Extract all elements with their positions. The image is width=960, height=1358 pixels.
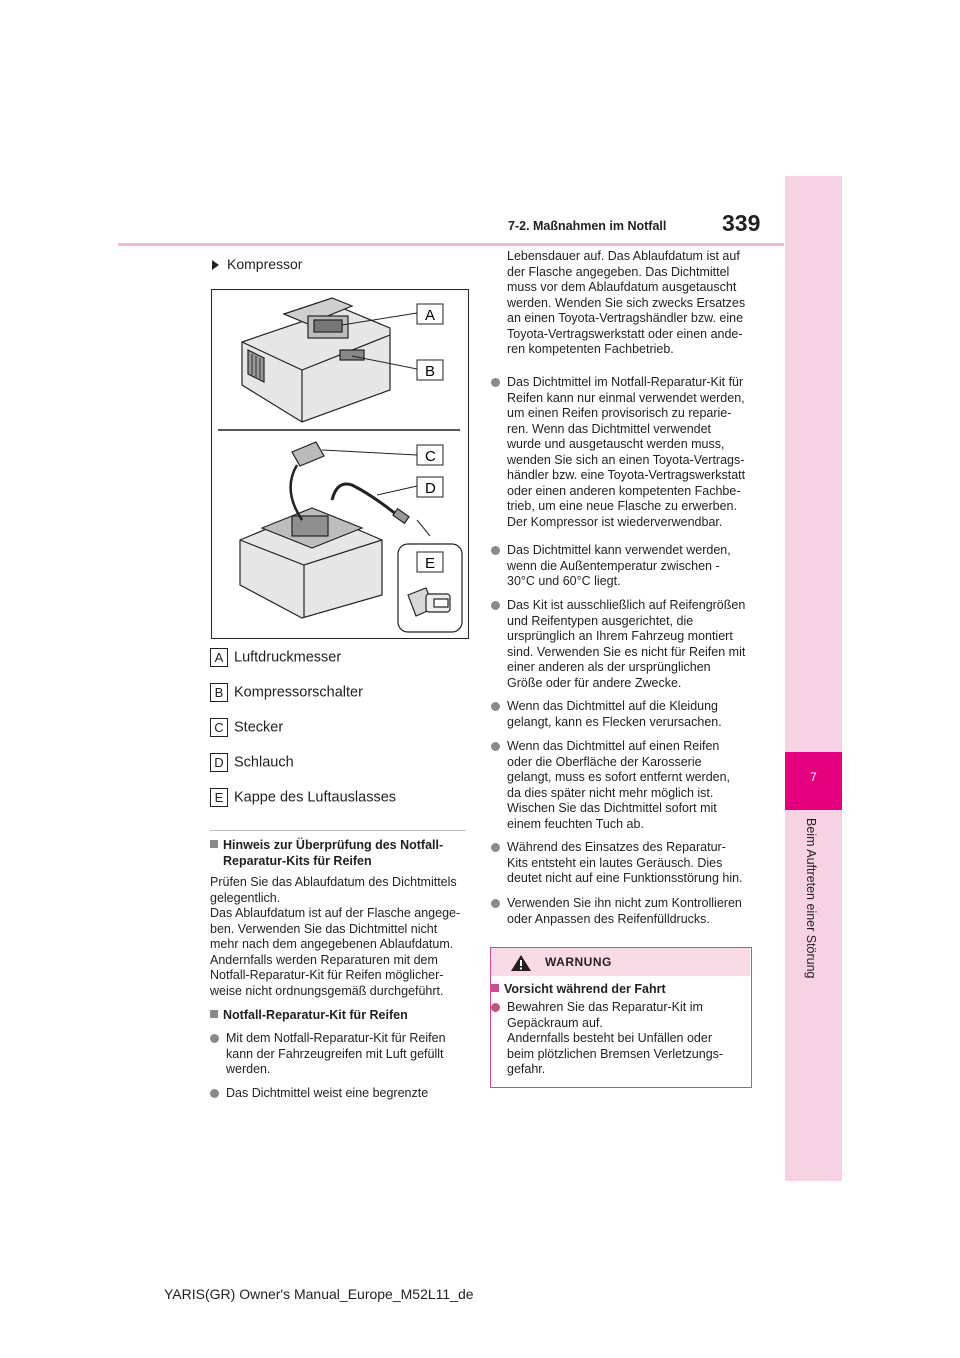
continuation-text	[507, 249, 757, 358]
kit-section-heading	[210, 1008, 408, 1024]
body-line: Verwenden Sie ihn nicht zum Kontrollieren	[507, 896, 742, 910]
body-line: Größe oder für andere Zwecke.	[507, 675, 682, 690]
body-line: deutet nicht auf eine Funktionsstörung hin.	[507, 871, 743, 885]
body-line: wurde und ausgetauscht werden muss,	[507, 437, 725, 451]
legend-key: E	[210, 788, 228, 807]
body-line: gelangt, muss es sofort entfernt werden,	[507, 770, 731, 784]
body-line: ursprünglich an Ihrem Fahrzeug montiert	[507, 629, 733, 643]
body-line: Bewahren Sie das Reparatur-Kit im	[507, 1000, 703, 1014]
legend-key: B	[210, 683, 228, 702]
warning-heading-text: Vorsicht während der Fahrt	[504, 982, 666, 996]
callout-b: B	[425, 363, 436, 380]
body-line: oder die Oberfläche der Karosserie	[507, 754, 702, 769]
circle-bullet-icon	[491, 601, 500, 610]
body-line: Das Dichtmittel kann verwendet werden,	[507, 543, 731, 557]
list-item	[210, 1086, 476, 1102]
body-line: an einen Toyota-Vertragshändler bzw. eine	[507, 311, 744, 325]
legend-label: Luftdruckmesser	[234, 649, 342, 666]
circle-bullet-icon	[491, 1003, 500, 1012]
body-line: Toyota-Vertragswerkstatt oder einen ande-	[507, 326, 743, 341]
compressor-illustration	[212, 290, 468, 638]
body-line: wenn die Außentemperatur zwischen -	[507, 558, 720, 573]
circle-bullet-icon	[491, 702, 500, 711]
legend-label: Kompressorschalter	[234, 684, 363, 701]
list-item	[491, 543, 767, 590]
body-line: 30°C und 60°C liegt.	[507, 574, 621, 588]
legend-item-a	[210, 648, 341, 667]
callout-c: C	[425, 448, 436, 465]
page-number: 339	[722, 210, 761, 236]
legend-key: A	[210, 648, 228, 667]
legend-item-b	[210, 683, 363, 702]
warning-item	[491, 1000, 757, 1078]
body-line: Das Dichtmittel weist eine begrenzte	[226, 1086, 429, 1100]
body-line: weise nicht ordnungsgemäß durchgeführt.	[210, 983, 444, 998]
figure-callouts	[417, 304, 443, 572]
body-line: Das Dichtmittel im Notfall-Reparatur-Kit für	[507, 375, 744, 389]
section-title: 7-2. Maßnahmen im Notfall	[508, 219, 667, 233]
body-line: gelangt, kann es Flecken verursachen.	[507, 714, 722, 729]
body-line: Das Ablaufdatum ist auf der Flasche angege-	[210, 906, 461, 920]
check-note-heading-line: Hinweis zur Überprüfung des Notfall-	[223, 838, 444, 852]
body-line: oder einen anderen kompetenten Fachbe-	[507, 483, 741, 498]
body-line: Das Kit ist ausschließlich auf Reifengrößen	[507, 598, 746, 612]
body-line: beim plötzlichen Bremsen Verletzungs-	[507, 1046, 724, 1061]
body-line: wenden Sie sich an einen Toyota-Vertrags-	[507, 452, 745, 467]
list-item	[491, 896, 767, 927]
warning-heading	[491, 982, 666, 998]
body-line: werden. Wenden Sie sich zwecks Ersatzes	[507, 295, 746, 310]
square-bullet-icon	[210, 1010, 218, 1018]
body-line: Gepäckraum auf.	[507, 1015, 603, 1030]
body-line: mehr nach dem angegebenen Ablaufdatum.	[210, 937, 454, 951]
legend-label: Stecker	[234, 719, 284, 736]
callout-a: A	[425, 307, 436, 324]
body-line: sind. Verwenden Sie es nicht für Reifen mit	[507, 644, 746, 659]
body-line: da dies später nicht mehr möglich ist.	[507, 785, 714, 800]
circle-bullet-icon	[210, 1089, 219, 1098]
legend-label: Kappe des Luftauslasses	[234, 789, 397, 806]
body-line: einer anderen als der ursprünglichen	[507, 660, 711, 674]
compressor-heading-text: Kompressor	[227, 256, 303, 272]
check-note-heading	[210, 838, 470, 854]
body-line: trieb, um eine neue Flasche zu erwerben.	[507, 499, 737, 513]
warning-triangle-icon	[510, 954, 532, 972]
chapter-number: 7	[810, 770, 817, 784]
circle-bullet-icon	[491, 546, 500, 555]
legend-key: C	[210, 718, 228, 737]
square-bullet-icon	[491, 984, 499, 992]
section-divider	[210, 830, 466, 831]
body-line: Kits entsteht ein lautes Geräusch. Dies	[507, 855, 723, 870]
body-line: gefahr.	[507, 1062, 546, 1076]
body-line: Wenn das Dichtmittel auf einen Reifen	[507, 739, 720, 753]
circle-bullet-icon	[210, 1034, 219, 1043]
body-line: Während des Einsatzes des Reparatur-	[507, 840, 726, 854]
body-line: und Reifentypen ausgerichtet, die	[507, 613, 694, 628]
legend-item-d	[210, 753, 294, 772]
list-item	[491, 840, 767, 887]
chapter-title: Beim Auftreten einer Störung	[804, 818, 818, 979]
body-line: muss vor dem Ablaufdatum ausgetauscht	[507, 280, 737, 294]
body-line: händler bzw. eine Toyota-Vertragswerkstatt	[507, 468, 746, 482]
body-line: Notfall-Reparatur-Kit für Reifen möglicher-	[210, 968, 444, 982]
body-line: kann der Fahrzeugreifen mit Luft gefüllt	[226, 1046, 444, 1061]
body-line: einem feuchten Tuch ab.	[507, 816, 644, 831]
body-line: ren kompetenten Fachbetrieb.	[507, 342, 674, 356]
body-line: oder Anpassen des Reifenfülldrucks.	[507, 911, 710, 926]
body-line: Mit dem Notfall-Reparatur-Kit für Reifen	[226, 1031, 446, 1045]
chapter-side-tab	[785, 176, 842, 1181]
body-line: Andernfalls werden Reparaturen mit dem	[210, 952, 438, 967]
footer-text: YARIS(GR) Owner's Manual_Europe_M52L11_de	[164, 1286, 474, 1302]
body-line: gelegentlich.	[210, 890, 281, 905]
list-item	[491, 739, 767, 832]
header-rule	[118, 243, 784, 246]
triangle-bullet-icon	[212, 260, 219, 270]
list-item	[491, 375, 767, 530]
callout-d: D	[425, 480, 436, 497]
body-line: der Flasche angegeben. Das Dichtmittel	[507, 264, 730, 279]
legend-item-e	[210, 788, 396, 807]
circle-bullet-icon	[491, 899, 500, 908]
body-line: um einen Reifen provisorisch zu reparie-	[507, 406, 732, 420]
warning-title: WARNUNG	[545, 955, 612, 969]
check-note-heading-line: Reparatur-Kits für Reifen	[223, 853, 372, 868]
body-line: Der Kompressor ist wiederverwendbar.	[507, 514, 723, 529]
compressor-top-view	[242, 298, 390, 422]
check-note	[210, 838, 470, 999]
body-line: Wischen Sie das Dichtmittel sofort mit	[507, 801, 717, 815]
circle-bullet-icon	[491, 843, 500, 852]
body-line: Lebensdauer auf. Das Ablaufdatum ist auf	[507, 249, 740, 263]
body-line: ren. Wenn das Dichtmittel verwendet	[507, 421, 712, 436]
compressor-figure	[211, 289, 469, 639]
callout-e: E	[425, 555, 436, 572]
list-item	[210, 1031, 476, 1078]
body-line: Prüfen Sie das Ablaufdatum des Dichtmittels	[210, 875, 457, 889]
body-line: Reifen kann nur einmal verwendet werden,	[507, 390, 745, 405]
check-note-body	[210, 875, 470, 999]
legend-key: D	[210, 753, 228, 772]
legend-item-c	[210, 718, 283, 737]
body-line: ben. Verwenden Sie das Dichtmittel nicht	[210, 921, 438, 936]
kit-section-heading-text: Notfall-Reparatur-Kit für Reifen	[223, 1008, 408, 1022]
circle-bullet-icon	[491, 378, 500, 387]
legend-label: Schlauch	[234, 754, 294, 771]
body-line: werden.	[226, 1062, 271, 1076]
compressor-heading	[212, 256, 302, 272]
square-bullet-icon	[210, 840, 218, 848]
circle-bullet-icon	[491, 742, 500, 751]
body-line: Wenn das Dichtmittel auf die Kleidung	[507, 699, 718, 713]
body-line: Andernfalls besteht bei Unfällen oder	[507, 1031, 712, 1045]
list-item	[491, 699, 767, 730]
list-item	[491, 598, 767, 691]
